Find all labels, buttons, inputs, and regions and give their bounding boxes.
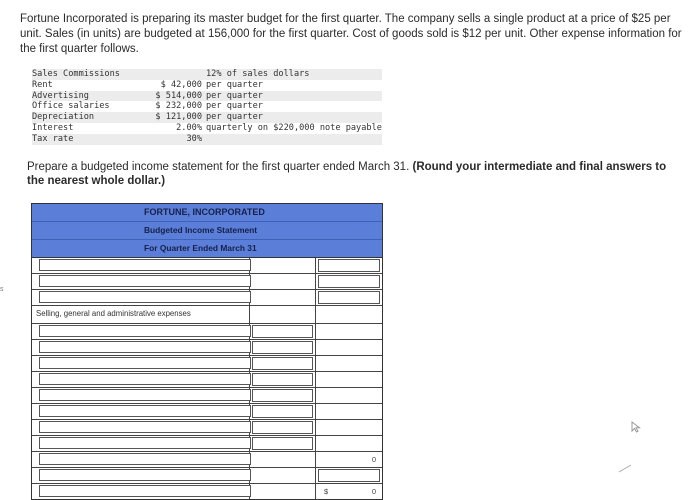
- mid-cell: [250, 404, 316, 419]
- amount-cell: [316, 372, 382, 387]
- mid-cell: [250, 436, 316, 451]
- mid-cell: [250, 484, 316, 499]
- label-cell: [32, 388, 250, 403]
- amount-cell: [316, 324, 382, 339]
- table-row: [32, 420, 382, 436]
- statement-title: Budgeted Income Statement: [32, 222, 382, 240]
- expense-amount: 30%: [186, 133, 202, 144]
- expense-row: [32, 123, 382, 134]
- income-statement-table: [31, 203, 383, 500]
- label-input[interactable]: [39, 357, 251, 369]
- label-cell: [32, 258, 250, 273]
- expense-rate: per quarter: [206, 112, 263, 123]
- expense-row: [32, 101, 382, 112]
- expense-row: [32, 134, 382, 145]
- table-row: [32, 356, 382, 372]
- label-input[interactable]: [39, 341, 251, 353]
- statement-period: For Quarter Ended March 31: [144, 243, 257, 253]
- expense-row: [32, 91, 382, 102]
- label-input[interactable]: [39, 485, 251, 497]
- label-input[interactable]: [39, 291, 251, 303]
- mid-cell: [250, 258, 316, 273]
- expense-rate: per quarter: [206, 90, 263, 101]
- amount-cell: [316, 258, 382, 273]
- statement-header: [32, 204, 382, 258]
- table-row: [32, 290, 382, 306]
- label-cell: [32, 372, 250, 387]
- expense-table: [32, 69, 382, 145]
- expense-amount: 2.00%: [176, 122, 202, 133]
- company-name: FORTUNE, INCORPORATED: [32, 204, 382, 222]
- mid-cell: [250, 324, 316, 339]
- label-input[interactable]: [39, 389, 251, 401]
- expense-rate: 12% of sales dollars: [206, 69, 310, 79]
- table-row: [32, 306, 382, 324]
- side-mark: s: [0, 286, 4, 293]
- amount-cell: [316, 484, 382, 499]
- instruction-normal: Prepare a budgeted income statement for the first quarter ended March 31.: [27, 161, 413, 173]
- table-row: [32, 388, 382, 404]
- mid-cell: [250, 340, 316, 355]
- expense-row: [32, 80, 382, 91]
- amount-cell: [316, 468, 382, 483]
- expense-amount-input[interactable]: [252, 341, 313, 354]
- mid-cell: [250, 420, 316, 435]
- expense-amount-input[interactable]: [252, 437, 313, 450]
- expense-amount-input[interactable]: [252, 373, 313, 386]
- expense-row: [32, 69, 382, 80]
- instruction-bold: (Round your intermediate and final answers to the nearest whole dollar.): [27, 161, 667, 187]
- amount-cell: [316, 306, 382, 323]
- label-cell: [32, 436, 250, 451]
- amount-input[interactable]: [318, 469, 380, 482]
- amount-cell: [316, 420, 382, 435]
- expense-name: Sales Commissions: [32, 69, 120, 79]
- table-row: [32, 324, 382, 340]
- expense-amount: $ 42,000: [160, 79, 202, 90]
- table-row: [32, 372, 382, 388]
- label-input[interactable]: [39, 325, 251, 337]
- amount-cell: [316, 290, 382, 305]
- decorative-mark: [619, 465, 632, 473]
- expense-amount: $ 121,000: [155, 112, 202, 123]
- label-input[interactable]: [39, 275, 251, 287]
- mid-cell: [250, 372, 316, 387]
- expense-name: Depreciation: [32, 112, 95, 123]
- mid-cell: [250, 468, 316, 483]
- table-row: [32, 452, 382, 468]
- expense-amount: $ 514,000: [155, 90, 202, 101]
- label-cell: [32, 290, 250, 305]
- expense-amount-input[interactable]: [252, 325, 313, 338]
- expense-row: [32, 112, 382, 123]
- amount-cell: [316, 274, 382, 289]
- instruction-text: [27, 160, 667, 188]
- mid-cell: [250, 306, 316, 323]
- amount-input[interactable]: [318, 259, 380, 272]
- label-input[interactable]: [39, 373, 251, 385]
- section-label: Selling, general and administrative expenses: [32, 306, 250, 323]
- label-input[interactable]: [39, 405, 251, 417]
- label-input[interactable]: [39, 259, 251, 271]
- mid-cell: [250, 290, 316, 305]
- expense-amount-input[interactable]: [252, 357, 313, 370]
- expense-amount-input[interactable]: [252, 421, 313, 434]
- label-input[interactable]: [39, 421, 251, 433]
- total-currency: $: [324, 487, 329, 496]
- problem-text: Fortune Incorporated is preparing its master budget for the first quarter. The company sells a single product at a price of $25 per unit. Sales (in units) are budgeted at 156,000 for the first quarter. Cost of goods sold is $12 per unit. Other expense information for the first quarter follows.: [20, 13, 682, 55]
- expense-rate: per quarter: [206, 79, 263, 90]
- mid-cell: [250, 274, 316, 289]
- table-row: [32, 484, 382, 499]
- cursor-icon: [631, 421, 641, 436]
- table-row: [32, 258, 382, 274]
- amount-cell: [316, 404, 382, 419]
- label-cell: [32, 274, 250, 289]
- expense-rate: per quarter: [206, 101, 263, 112]
- table-row: [32, 274, 382, 290]
- mid-cell: [250, 356, 316, 371]
- amount-cell: [316, 356, 382, 371]
- table-row: [32, 468, 382, 484]
- mid-cell: [250, 388, 316, 403]
- amount-cell: [316, 452, 382, 467]
- expense-amount-input[interactable]: [252, 405, 313, 418]
- amount-cell: [316, 340, 382, 355]
- expense-name: Office salaries: [32, 101, 110, 112]
- label-cell: [32, 452, 250, 467]
- amount-cell: [316, 388, 382, 403]
- subtotal-value: 0: [371, 455, 376, 464]
- label-cell: [32, 484, 250, 499]
- expense-name: Advertising: [32, 90, 89, 101]
- amount-input[interactable]: [318, 291, 380, 304]
- expense-rate: quarterly on $220,000 note payable: [206, 122, 382, 133]
- label-cell: [32, 404, 250, 419]
- label-cell: [32, 468, 250, 483]
- mid-cell: [250, 452, 316, 467]
- amount-input[interactable]: [318, 275, 380, 288]
- label-cell: [32, 340, 250, 355]
- total-value: 0: [371, 487, 376, 496]
- expense-amount: $ 232,000: [155, 101, 202, 112]
- expense-name: Tax rate: [32, 133, 74, 144]
- label-input[interactable]: [39, 469, 251, 481]
- expense-name: Rent: [32, 79, 53, 90]
- expense-name: Interest: [32, 122, 74, 133]
- label-cell: [32, 356, 250, 371]
- table-row: [32, 340, 382, 356]
- table-row: [32, 404, 382, 420]
- amount-cell: [316, 436, 382, 451]
- table-row: [32, 436, 382, 452]
- expense-amount-input[interactable]: [252, 389, 313, 402]
- label-input[interactable]: [39, 453, 251, 465]
- label-cell: [32, 420, 250, 435]
- label-cell: [32, 324, 250, 339]
- label-input[interactable]: [39, 437, 251, 449]
